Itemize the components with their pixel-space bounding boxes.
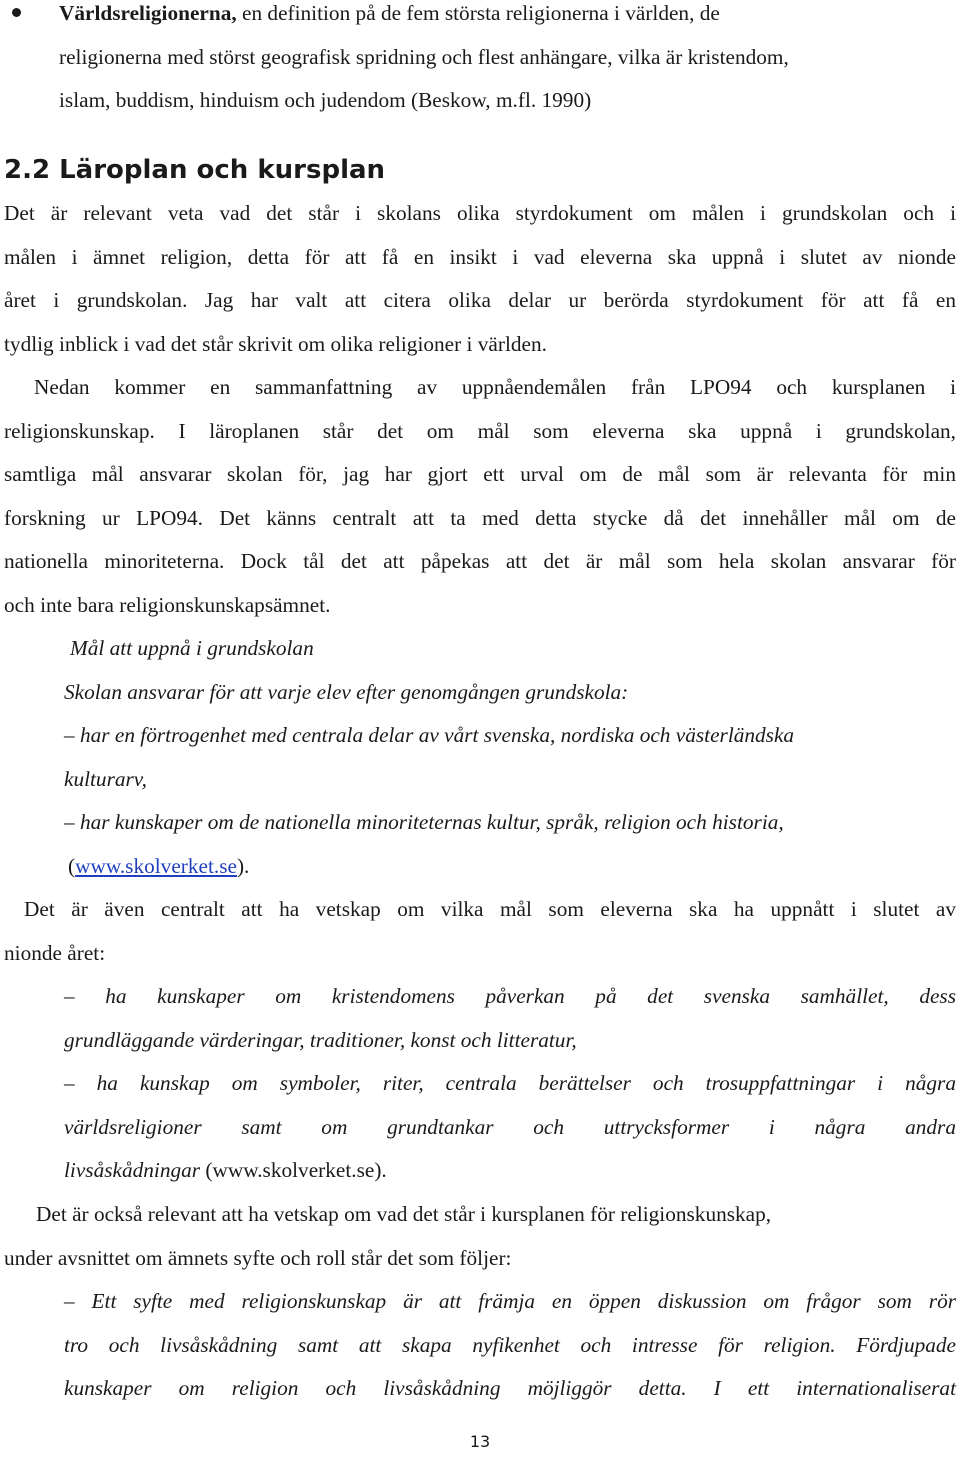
- paragraph-2: Nedan kommer en sammanfattning av uppnåendemålen från LPO94 och kursplanen i religionskunskap. I läroplanen står det om mål som eleverna ska uppnå i grundskolan, samtliga mål ansvarar skolan för, jag har gjort ett urval om de mål som är relevanta för min forskning ur LPO94. Det känns centralt att ta med detta stycke då det innehåller mål om de nationella minoriteterna. Dock tål det att påpekas att det är mål som hela skolan ansvarar för och inte bara religionskunskapsämnet.: [4, 375, 956, 617]
- bullet-icon: [12, 8, 21, 17]
- quote-block-1: Mål att uppnå i grundskolan Skolan ansvarar för att varje elev efter genomgången grundskola: – har en förtrogenhet med centrala delar av vårt svenska, nordiska och västerländska kulturarv, – har kunskaper om de nationella minoriteternas kultur, språk, religion och historia, (www.skolverket.se).: [64, 627, 956, 889]
- source-link[interactable]: www.skolverket.se: [75, 853, 237, 878]
- page-number: 13: [469, 1432, 491, 1451]
- bullet-text: Världsreligionerna, en definition på de fem största religionerna i världen, de religionerna med störst geografisk spridning och flest anhängare, vilka är kristendom, islam, buddism, hinduism och judendom (Beskow, m.fl. 1990): [59, 1, 789, 113]
- paragraph-4: Det är också relevant att ha vetskap om vad det står i kursplanen för religionskunskap, under avsnittet om ämnets syfte och roll står det som följer:: [4, 1202, 772, 1270]
- quote-title: Mål att uppnå i grundskolan: [70, 636, 314, 660]
- paragraph-3: Det är även centralt att ha vetskap om vilka mål som eleverna ska ha uppnått i slutet av nionde året:: [4, 897, 956, 965]
- quote-block-2: – ha kunskaper om kristendomens påverkan på det svenska samhället, dess grundläggande värderingar, traditioner, konst och litteratur, – ha kunskap om symboler, riter, centrala berättelser och trosuppfattningar i några världsreligioner samt om grundtankar och uttrycksformer i några andra livsåskådningar (www.skolverket.se).: [64, 984, 956, 1183]
- quote-source: (www.skolverket.se).: [68, 853, 250, 878]
- bullet-term: Världsreligionerna,: [59, 1, 237, 25]
- quote-block-3: – Ett syfte med religionskunskap är att främja en öppen diskussion om frågor som rör tro och livsåskådning samt att skapa nyfikenhet och intresse för religion. Fördjupade kunskaper om religion och livsåskådning möjliggör detta. I ett internationaliserat: [64, 1289, 956, 1401]
- paragraph-1: Det är relevant veta vad det står i skolans olika styrdokument om målen i grundskolan och i målen i ämnet religion, detta för att få en insikt i vad eleverna ska uppnå i slutet av nionde året i grundskolan. Jag har valt att citera olika delar ur berörda styrdokument för att få en tydlig inblick i vad det står skrivit om olika religioner i världen.: [4, 201, 956, 356]
- section-heading: 2.2 Läroplan och kursplan: [4, 155, 386, 185]
